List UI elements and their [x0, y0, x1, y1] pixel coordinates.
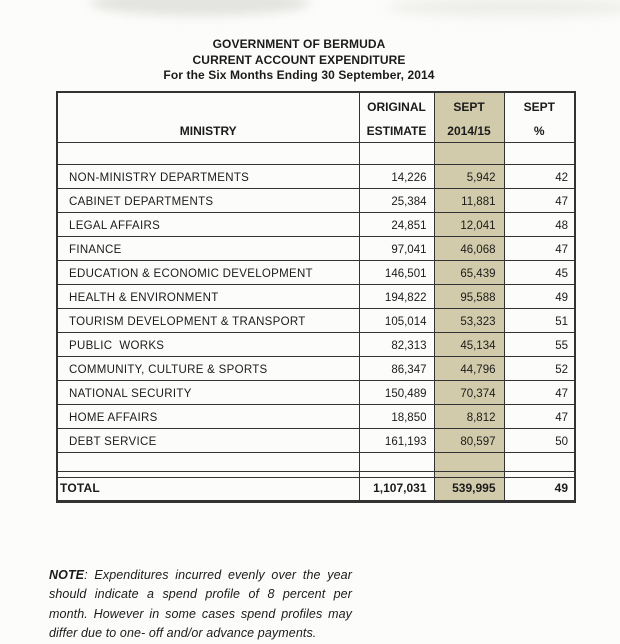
sept-actual-cell: 53,323 — [434, 308, 504, 332]
table-row — [57, 428, 575, 452]
table-row — [57, 236, 575, 260]
sept-actual-cell: 65,439 — [434, 260, 504, 284]
sept-percent-cell: 51 — [504, 308, 575, 332]
ministry-cell: HOME AFFAIRS — [57, 404, 359, 428]
original-estimate-cell: 105,014 — [359, 308, 434, 332]
sept-actual-cell: 8,812 — [434, 404, 504, 428]
document-title-line-1: GOVERNMENT OF BERMUDA — [212, 37, 386, 51]
header-ministry — [57, 92, 359, 142]
note-body: : Expenditures incurred evenly over the year should indicate a spend profile of 8 percent per month. However in some cases spend profiles may differ due to one- off and/or advance payments. — [49, 567, 352, 640]
sept-percent-cell: 47 — [504, 404, 575, 428]
original-estimate-cell: 161,193 — [359, 428, 434, 452]
document-title-line-2: CURRENT ACCOUNT EXPENDITURE — [192, 52, 406, 67]
ministry-cell: NATIONAL SECURITY — [57, 380, 359, 404]
original-estimate-cell: 86,347 — [359, 356, 434, 380]
sept-actual-cell: 70,374 — [434, 380, 504, 404]
table-row — [57, 212, 575, 236]
table-row — [57, 188, 575, 212]
table-row — [57, 380, 575, 404]
ministry-cell: FINANCE — [57, 236, 359, 260]
total-row — [57, 477, 575, 501]
original-estimate-cell: 18,850 — [359, 404, 434, 428]
original-estimate-cell: 194,822 — [359, 284, 434, 308]
sept-percent-cell: 55 — [504, 332, 575, 356]
header-ministry-label: MINISTRY — [179, 124, 237, 138]
header-original-estimate: ORIGINAL ESTIMATE — [359, 92, 434, 142]
sept-percent-cell: 50 — [504, 428, 575, 452]
ministry-cell: CABINET DEPARTMENTS — [57, 188, 359, 212]
header-sept-2014-15: SEPT 2014/15 — [434, 92, 504, 142]
ministry-cell: LEGAL AFFAIRS — [57, 212, 359, 236]
table-header-row — [57, 92, 575, 142]
sept-percent-cell: 52 — [504, 356, 575, 380]
table-row — [57, 284, 575, 308]
ministry-cell: DEBT SERVICE — [57, 428, 359, 452]
original-estimate-cell: 146,501 — [359, 260, 434, 284]
sept-percent-cell: 47 — [504, 380, 575, 404]
original-estimate-cell: 97,041 — [359, 236, 434, 260]
total-sept-actual-cell: 539,995 — [434, 477, 504, 501]
sept-percent-cell: 45 — [504, 260, 575, 284]
total-label-cell: TOTAL — [57, 477, 359, 501]
sept-percent-cell: 47 — [504, 236, 575, 260]
original-estimate-cell: 24,851 — [359, 212, 434, 236]
sept-actual-cell: 5,942 — [434, 164, 504, 188]
ministry-cell: PUBLIC WORKS — [57, 332, 359, 356]
table-row — [57, 308, 575, 332]
sept-percent-cell: 47 — [504, 188, 575, 212]
scan-artifact — [386, 0, 620, 16]
sept-percent-cell: 42 — [504, 164, 575, 188]
sept-actual-cell: 46,068 — [434, 236, 504, 260]
sept-actual-cell: 12,041 — [434, 212, 504, 236]
spacer-row — [57, 452, 575, 471]
sept-actual-cell: 45,134 — [434, 332, 504, 356]
spacer-row — [57, 142, 575, 164]
ministry-cell: HEALTH & ENVIRONMENT — [57, 284, 359, 308]
scan-artifact — [90, 0, 310, 16]
ministry-cell: COMMUNITY, CULTURE & SPORTS — [57, 356, 359, 380]
ministry-cell: TOURISM DEVELOPMENT & TRANSPORT — [57, 308, 359, 332]
original-estimate-cell: 14,226 — [359, 164, 434, 188]
sept-percent-cell: 49 — [504, 284, 575, 308]
document-title-line-3: For the Six Months Ending 30 September, 2014 — [163, 68, 435, 82]
original-estimate-cell: 25,384 — [359, 188, 434, 212]
table-row — [57, 260, 575, 284]
sept-actual-cell: 44,796 — [434, 356, 504, 380]
expenditure-table — [56, 91, 576, 503]
table-row — [57, 356, 575, 380]
ministry-cell: NON-MINISTRY DEPARTMENTS — [57, 164, 359, 188]
sept-actual-cell: 95,588 — [434, 284, 504, 308]
original-estimate-cell: 150,489 — [359, 380, 434, 404]
ministry-cell: EDUCATION & ECONOMIC DEVELOPMENT — [57, 260, 359, 284]
sept-actual-cell: 80,597 — [434, 428, 504, 452]
sept-actual-cell: 11,881 — [434, 188, 504, 212]
header-sept-percent: SEPT % — [504, 92, 575, 142]
sept-percent-cell: 48 — [504, 212, 575, 236]
table-row — [57, 332, 575, 356]
total-original-estimate-cell: 1,107,031 — [359, 477, 434, 501]
note-label: NOTE — [49, 567, 85, 582]
original-estimate-cell: 82,313 — [359, 332, 434, 356]
table-row — [57, 404, 575, 428]
table-row — [57, 164, 575, 188]
total-sept-percent-cell: 49 — [504, 477, 575, 501]
document-title — [0, 37, 598, 84]
